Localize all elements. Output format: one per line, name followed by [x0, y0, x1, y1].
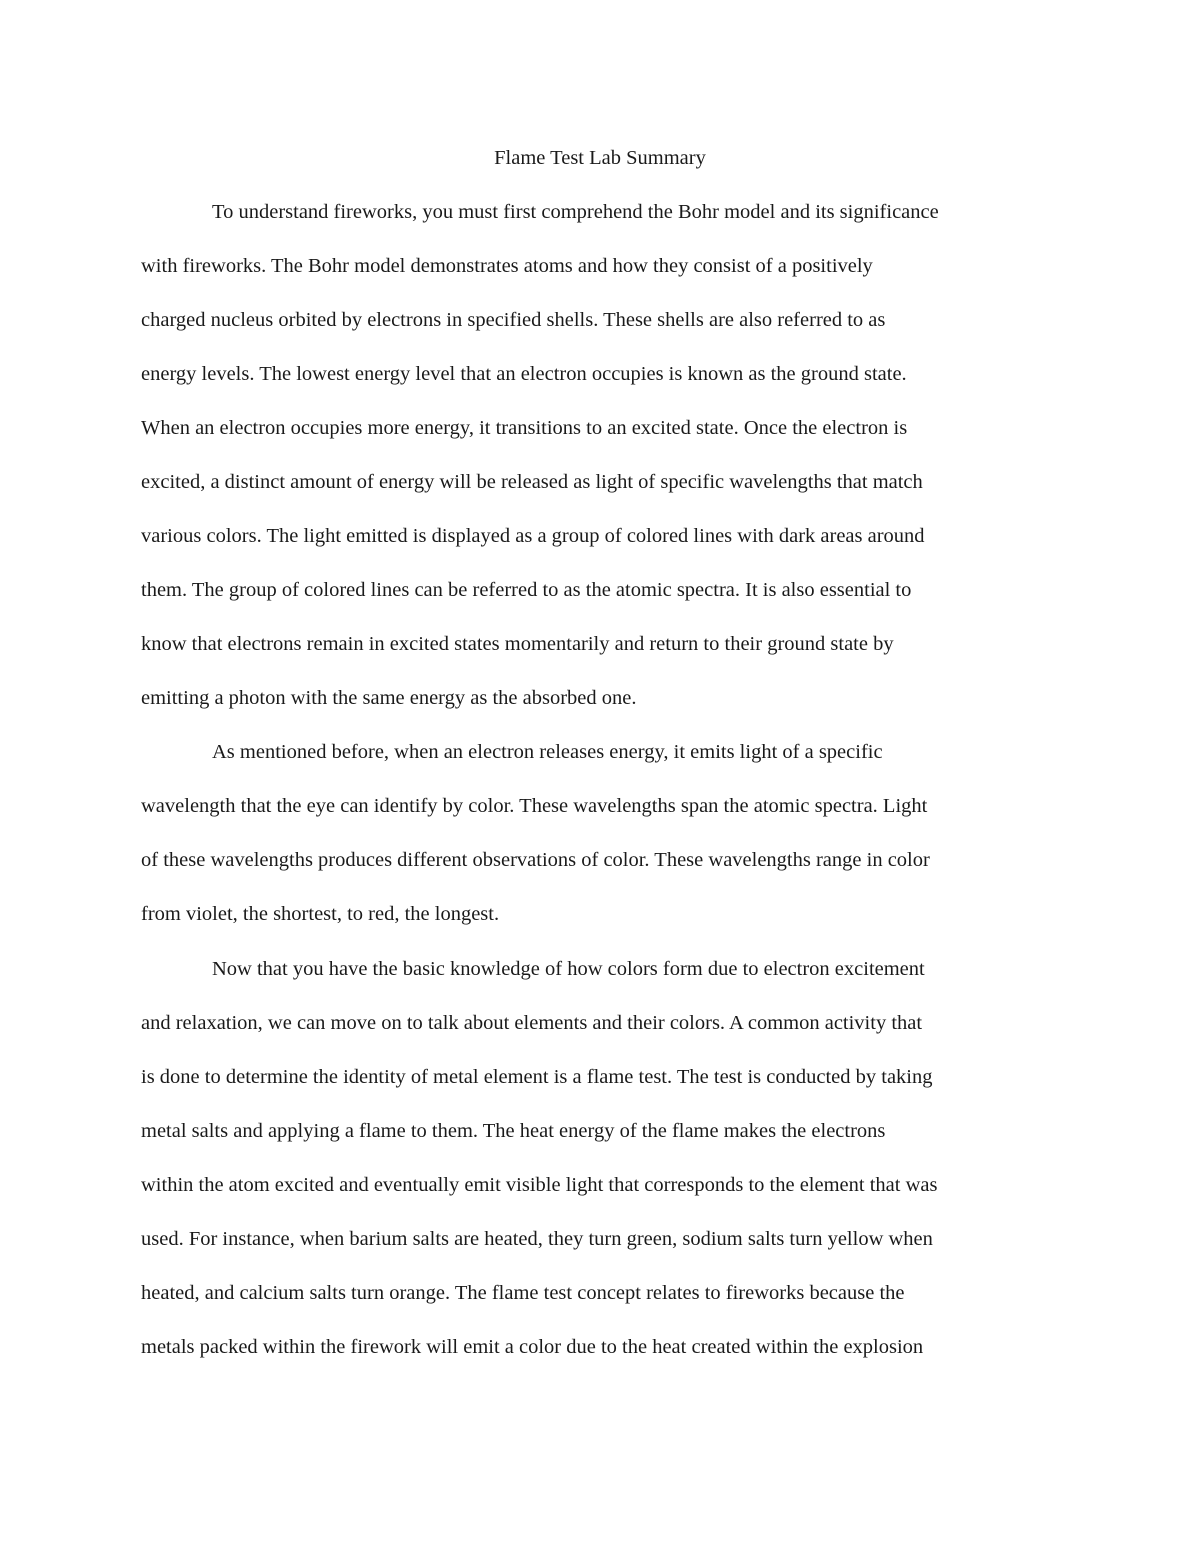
- paragraph-1-line-7: various colors. The light emitted is displayed as a group of colored lines with dark areas around: [141, 525, 925, 547]
- paragraph-1-line-6: excited, a distinct amount of energy will be released as light of specific wavelengths that match: [141, 471, 923, 493]
- paragraph-1-line-5: When an electron occupies more energy, it transitions to an excited state. Once the electron is: [141, 417, 908, 439]
- paragraph-1-line-4: energy levels. The lowest energy level that an electron occupies is known as the ground state.: [141, 363, 907, 385]
- paragraph-2-line-3: of these wavelengths produces different observations of color. These wavelengths range in color: [141, 849, 930, 871]
- paragraph-3-line-8: metals packed within the firework will emit a color due to the heat created within the explosion: [141, 1336, 924, 1358]
- paragraph-3-line-6: used. For instance, when barium salts are heated, they turn green, sodium salts turn yellow when: [141, 1228, 933, 1250]
- paragraph-2-line-1: As mentioned before, when an electron releases energy, it emits light of a specific: [212, 741, 883, 763]
- paragraph-1-line-8: them. The group of colored lines can be referred to as the atomic spectra. It is also essential to: [141, 579, 912, 601]
- paragraph-3-line-5: within the atom excited and eventually emit visible light that corresponds to the element that was: [141, 1174, 938, 1196]
- paragraph-1-line-1: To understand fireworks, you must first comprehend the Bohr model and its significance: [212, 201, 939, 223]
- paragraph-1-line-2: with fireworks. The Bohr model demonstrates atoms and how they consist of a positively: [141, 255, 873, 277]
- paragraph-1-line-9: know that electrons remain in excited states momentarily and return to their ground state by: [141, 633, 894, 655]
- paragraph-3-line-3: is done to determine the identity of metal element is a flame test. The test is conducted by taking: [141, 1066, 933, 1088]
- document-title: Flame Test Lab Summary: [494, 147, 706, 169]
- paragraph-1-line-10: emitting a photon with the same energy as the absorbed one.: [141, 687, 637, 709]
- paragraph-3-line-7: heated, and calcium salts turn orange. The flame test concept relates to fireworks because the: [141, 1282, 905, 1304]
- paragraph-2-line-2: wavelength that the eye can identify by color. These wavelengths span the atomic spectra. Light: [141, 795, 928, 817]
- paragraph-3-line-1: Now that you have the basic knowledge of how colors form due to electron excitement: [212, 958, 925, 980]
- paragraph-1-line-3: charged nucleus orbited by electrons in specified shells. These shells are also referred to as: [141, 309, 886, 331]
- paragraph-3-line-4: metal salts and applying a flame to them. The heat energy of the flame makes the electrons: [141, 1120, 886, 1142]
- paragraph-3-line-2: and relaxation, we can move on to talk about elements and their colors. A common activity that: [141, 1012, 923, 1034]
- paragraph-2-line-4: from violet, the shortest, to red, the longest.: [141, 903, 500, 925]
